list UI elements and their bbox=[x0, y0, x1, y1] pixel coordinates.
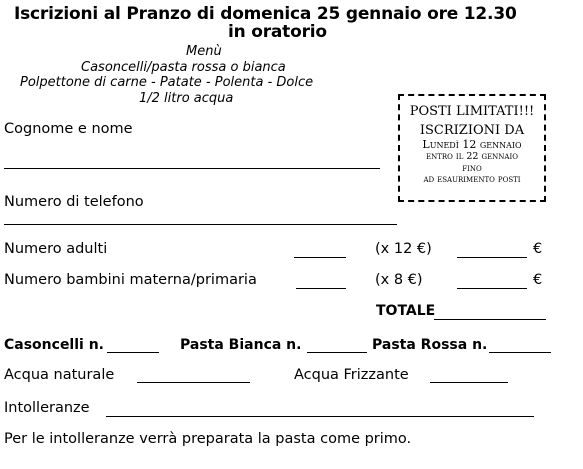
notice-line-2: ISCRIZIONI DA bbox=[419, 122, 525, 138]
limited-seats-notice bbox=[398, 94, 546, 202]
casoncelli-label: Casoncelli n. bbox=[4, 337, 104, 353]
menu-line-3: 1/2 litro acqua bbox=[139, 91, 234, 106]
total-field[interactable] bbox=[434, 319, 546, 320]
notice-line-5: fino bbox=[462, 162, 482, 174]
menu-heading: Menù bbox=[186, 44, 222, 59]
children-currency: € bbox=[533, 272, 543, 288]
notice-line-4: entro il 22 gennaio bbox=[426, 151, 518, 163]
acqua-naturale-label: Acqua naturale bbox=[4, 367, 115, 383]
pasta-bianca-label: Pasta Bianca n. bbox=[180, 337, 302, 353]
footer-note: Per le intolleranze verrà preparata la pasta come primo. bbox=[4, 431, 412, 447]
acqua-naturale-field[interactable] bbox=[137, 382, 250, 383]
casoncelli-field[interactable] bbox=[107, 352, 159, 353]
intolleranze-label: Intolleranze bbox=[4, 400, 90, 416]
pasta-bianca-field[interactable] bbox=[307, 352, 367, 353]
total-label: TOTALE bbox=[376, 303, 436, 319]
name-field[interactable] bbox=[4, 168, 380, 169]
adults-amount-field[interactable] bbox=[457, 257, 527, 258]
phone-label: Numero di telefono bbox=[4, 194, 144, 210]
children-price: (x 8 €) bbox=[375, 272, 423, 288]
adults-count-field[interactable] bbox=[294, 257, 346, 258]
notice-line-1: POSTI LIMITATI!!! bbox=[409, 104, 535, 119]
adults-label: Numero adulti bbox=[4, 241, 108, 257]
notice-line-6: ad esaurimento posti bbox=[423, 174, 521, 186]
acqua-frizzante-label: Acqua Frizzante bbox=[294, 367, 409, 383]
intolleranze-field[interactable] bbox=[106, 416, 534, 417]
adults-currency: € bbox=[533, 241, 543, 257]
adults-price: (x 12 €) bbox=[375, 241, 432, 257]
children-count-field[interactable] bbox=[296, 288, 346, 289]
acqua-frizzante-field[interactable] bbox=[430, 382, 508, 383]
phone-field[interactable] bbox=[4, 224, 397, 225]
children-amount-field[interactable] bbox=[457, 288, 527, 289]
page-title: Iscrizioni al Pranzo di domenica 25 gennaio ore 12.30 bbox=[14, 4, 517, 24]
name-label: Cognome e nome bbox=[4, 121, 133, 137]
page-subtitle: in oratorio bbox=[228, 22, 327, 42]
menu-line-2: Polpettone di carne - Patate - Polenta - Dolce bbox=[20, 75, 314, 90]
children-label: Numero bambini materna/primaria bbox=[4, 272, 257, 288]
pasta-rossa-label: Pasta Rossa n. bbox=[372, 337, 488, 353]
menu-line-1: Casoncelli/pasta rossa o bianca bbox=[81, 60, 286, 75]
pasta-rossa-field[interactable] bbox=[489, 352, 551, 353]
notice-line-3: Lunedì 12 gennaio bbox=[422, 138, 522, 152]
